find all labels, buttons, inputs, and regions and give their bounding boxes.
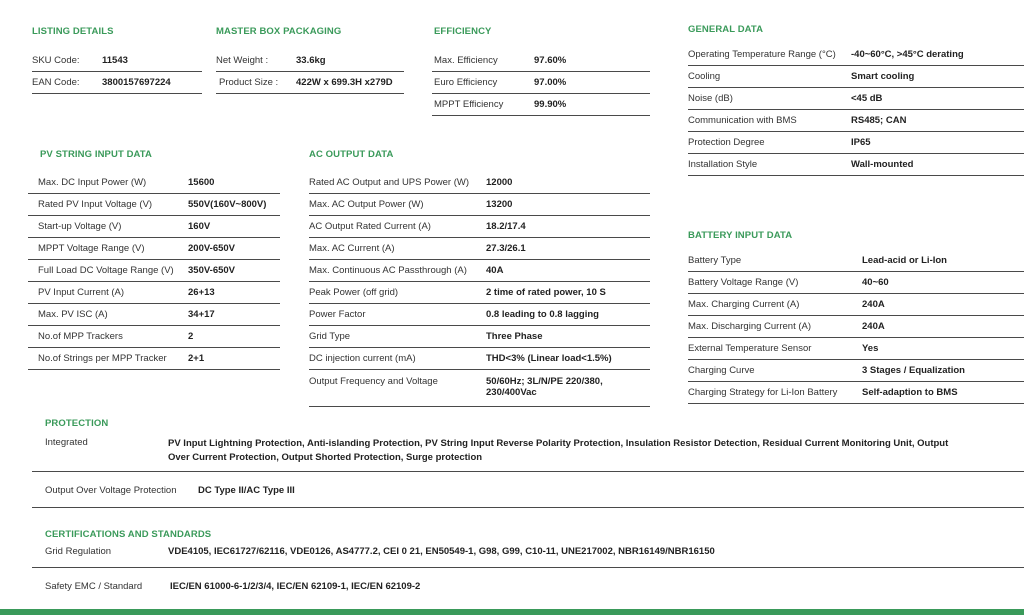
net-weight-value: 33.6kg xyxy=(296,50,404,72)
spec-label: Cooling xyxy=(688,66,851,88)
table-row xyxy=(688,338,1024,360)
pv-input-table xyxy=(28,172,280,370)
general-data-table xyxy=(688,44,1024,176)
spec-value: 15600 xyxy=(188,172,280,194)
spec-value: Three Phase xyxy=(486,326,650,348)
table-row xyxy=(309,194,650,216)
table-row xyxy=(688,272,1024,294)
spec-label: Max. AC Current (A) xyxy=(309,238,486,260)
master-box-table xyxy=(216,50,404,94)
spec-value: 2+1 xyxy=(188,348,280,370)
spec-value: 160V xyxy=(188,216,280,238)
table-row xyxy=(688,154,1024,176)
spec-label: Battery Type xyxy=(688,250,862,272)
spec-value xyxy=(486,370,650,407)
spec-value: Smart cooling xyxy=(851,66,1024,88)
table-row xyxy=(309,370,650,407)
divider xyxy=(32,471,1024,472)
spec-value: <45 dB xyxy=(851,88,1024,110)
table-row xyxy=(688,360,1024,382)
spec-label: Rated AC Output and UPS Power (W) xyxy=(309,172,486,194)
spec-value: 200V-650V xyxy=(188,238,280,260)
battery-input-title: BATTERY INPUT DATA xyxy=(688,230,793,241)
table-row xyxy=(32,50,202,72)
product-size-value: 422W x 699.3H x279D xyxy=(296,72,404,94)
table-row xyxy=(28,172,280,194)
spec-label: Noise (dB) xyxy=(688,88,851,110)
efficiency-title: EFFICIENCY xyxy=(434,26,492,37)
mppt-efficiency-value: 99.90% xyxy=(534,94,650,116)
spec-label: Start-up Voltage (V) xyxy=(28,216,188,238)
spec-value-line: 50/60Hz; 3L/N/PE 220/380, xyxy=(486,376,603,387)
spec-value: 40A xyxy=(486,260,650,282)
spec-value: RS485; CAN xyxy=(851,110,1024,132)
spec-label: Max. Charging Current (A) xyxy=(688,294,862,316)
spec-value: 550V(160V~800V) xyxy=(188,194,280,216)
table-row xyxy=(688,44,1024,66)
sku-value: 11543 xyxy=(102,50,202,72)
divider xyxy=(32,507,1024,508)
table-row xyxy=(688,132,1024,154)
table-row xyxy=(309,304,650,326)
safety-emc-value: IEC/EN 61000-6-1/2/3/4, IEC/EN 62109-1, IEC/EN 62109-2 xyxy=(170,581,421,592)
spec-label: Max. AC Output Power (W) xyxy=(309,194,486,216)
table-row xyxy=(28,304,280,326)
max-efficiency-value: 97.60% xyxy=(534,50,650,72)
spec-label: Max. Continuous AC Passthrough (A) xyxy=(309,260,486,282)
spec-label: Charging Curve xyxy=(688,360,862,382)
grid-regulation-value: VDE4105, IEC61727/62116, VDE0126, AS4777.2, CEI 0 21, EN50549-1, G98, G99, C10-11, UNE217002, NBR16149/NBR16150 xyxy=(168,546,715,557)
spec-label: No.of Strings per MPP Tracker xyxy=(28,348,188,370)
spec-label: Max. DC Input Power (W) xyxy=(28,172,188,194)
footer-accent-bar xyxy=(0,609,1024,615)
divider xyxy=(32,567,1024,568)
ean-value: 3800157697224 xyxy=(102,72,202,94)
integrated-value-line: Over Current Protection, Output Shorted Protection, Surge protection xyxy=(168,452,483,463)
table-row xyxy=(28,216,280,238)
table-row xyxy=(432,94,650,116)
table-row xyxy=(688,316,1024,338)
spec-value: Self-adaption to BMS xyxy=(862,382,1024,404)
spec-label: Peak Power (off grid) xyxy=(309,282,486,304)
spec-value-line: 230/400Vac xyxy=(486,387,537,398)
spec-label: PV Input Current (A) xyxy=(28,282,188,304)
euro-efficiency-value: 97.00% xyxy=(534,72,650,94)
sku-label: SKU Code: xyxy=(32,50,102,72)
table-row xyxy=(32,72,202,94)
ovp-label: Output Over Voltage Protection xyxy=(45,485,177,496)
spec-value: 12000 xyxy=(486,172,650,194)
table-row xyxy=(28,238,280,260)
spec-value: 2 xyxy=(188,326,280,348)
table-row xyxy=(432,72,650,94)
spec-label: Operating Temperature Range (°C) xyxy=(688,44,851,66)
table-row xyxy=(28,326,280,348)
efficiency-table xyxy=(432,50,650,116)
spec-value: 350V-650V xyxy=(188,260,280,282)
general-data-title: GENERAL DATA xyxy=(688,24,764,35)
master-box-title: MASTER BOX PACKAGING xyxy=(216,26,342,37)
spec-label: No.of MPP Trackers xyxy=(28,326,188,348)
integrated-value xyxy=(168,437,948,465)
spec-value: IP65 xyxy=(851,132,1024,154)
spec-label: Communication with BMS xyxy=(688,110,851,132)
spec-label: Protection Degree xyxy=(688,132,851,154)
spec-value: 13200 xyxy=(486,194,650,216)
listing-details-title: LISTING DETAILS xyxy=(32,26,114,37)
spec-label: Charging Strategy for Li-Ion Battery xyxy=(688,382,862,404)
spec-label: DC injection current (mA) xyxy=(309,348,486,370)
table-row xyxy=(432,50,650,72)
spec-value: Wall-mounted xyxy=(851,154,1024,176)
spec-label: Max. PV ISC (A) xyxy=(28,304,188,326)
product-size-label: Product Size : xyxy=(216,72,296,94)
table-row xyxy=(688,110,1024,132)
table-row xyxy=(28,194,280,216)
integrated-value-line: PV Input Lightning Protection, Anti-islanding Protection, PV String Input Reverse Polarity Protection, Insulation Resistor Detection, Residual Current Monitoring Unit, Output xyxy=(168,438,949,449)
table-row xyxy=(28,260,280,282)
spec-value: Yes xyxy=(862,338,1024,360)
table-row xyxy=(688,66,1024,88)
spec-label: Grid Type xyxy=(309,326,486,348)
mppt-efficiency-label: MPPT Efficiency xyxy=(432,94,534,116)
spec-value: 26+13 xyxy=(188,282,280,304)
integrated-label: Integrated xyxy=(45,437,88,448)
certifications-title: CERTIFICATIONS AND STANDARDS xyxy=(45,529,212,540)
table-row xyxy=(309,282,650,304)
spec-value: 27.3/26.1 xyxy=(486,238,650,260)
table-row xyxy=(688,88,1024,110)
table-row xyxy=(309,260,650,282)
spec-value: 2 time of rated power, 10 S xyxy=(486,282,650,304)
spec-value: 34+17 xyxy=(188,304,280,326)
table-row xyxy=(309,238,650,260)
euro-efficiency-label: Euro Efficiency xyxy=(432,72,534,94)
table-row xyxy=(28,282,280,304)
spec-value: 18.2/17.4 xyxy=(486,216,650,238)
ac-output-title: AC OUTPUT DATA xyxy=(309,149,394,160)
table-row xyxy=(28,348,280,370)
spec-value: 40~60 xyxy=(862,272,1024,294)
spec-label: AC Output Rated Current (A) xyxy=(309,216,486,238)
spec-label: Battery Voltage Range (V) xyxy=(688,272,862,294)
spec-value: 3 Stages / Equalization xyxy=(862,360,1024,382)
spec-value: THD<3% (Linear load<1.5%) xyxy=(486,348,650,370)
ean-label: EAN Code: xyxy=(32,72,102,94)
table-row xyxy=(309,216,650,238)
spec-label: Full Load DC Voltage Range (V) xyxy=(28,260,188,282)
table-row xyxy=(309,172,650,194)
battery-input-table xyxy=(688,250,1024,404)
spec-label: MPPT Voltage Range (V) xyxy=(28,238,188,260)
spec-label: External Temperature Sensor xyxy=(688,338,862,360)
spec-label: Power Factor xyxy=(309,304,486,326)
spec-label: Output Frequency and Voltage xyxy=(309,370,486,407)
ovp-value: DC Type II/AC Type III xyxy=(198,485,295,496)
spec-value: Lead-acid or Li-Ion xyxy=(862,250,1024,272)
grid-regulation-label: Grid Regulation xyxy=(45,546,112,557)
table-row xyxy=(216,72,404,94)
max-efficiency-label: Max. Efficiency xyxy=(432,50,534,72)
net-weight-label: Net Weight : xyxy=(216,50,296,72)
table-row xyxy=(309,348,650,370)
spec-value: 240A xyxy=(862,294,1024,316)
spec-label: Max. Discharging Current (A) xyxy=(688,316,862,338)
table-row xyxy=(216,50,404,72)
spec-value: 240A xyxy=(862,316,1024,338)
table-row xyxy=(688,382,1024,404)
safety-emc-label: Safety EMC / Standard xyxy=(45,581,143,592)
table-row xyxy=(688,250,1024,272)
ac-output-table xyxy=(309,172,650,407)
spec-label: Installation Style xyxy=(688,154,851,176)
spec-value: 0.8 leading to 0.8 lagging xyxy=(486,304,650,326)
spec-label: Rated PV Input Voltage (V) xyxy=(28,194,188,216)
pv-input-title: PV STRING INPUT DATA xyxy=(40,149,152,160)
listing-details-table xyxy=(32,50,202,94)
table-row xyxy=(309,326,650,348)
table-row xyxy=(688,294,1024,316)
spec-value: -40~60°C, >45°C derating xyxy=(851,44,1024,66)
protection-title: PROTECTION xyxy=(45,418,109,429)
